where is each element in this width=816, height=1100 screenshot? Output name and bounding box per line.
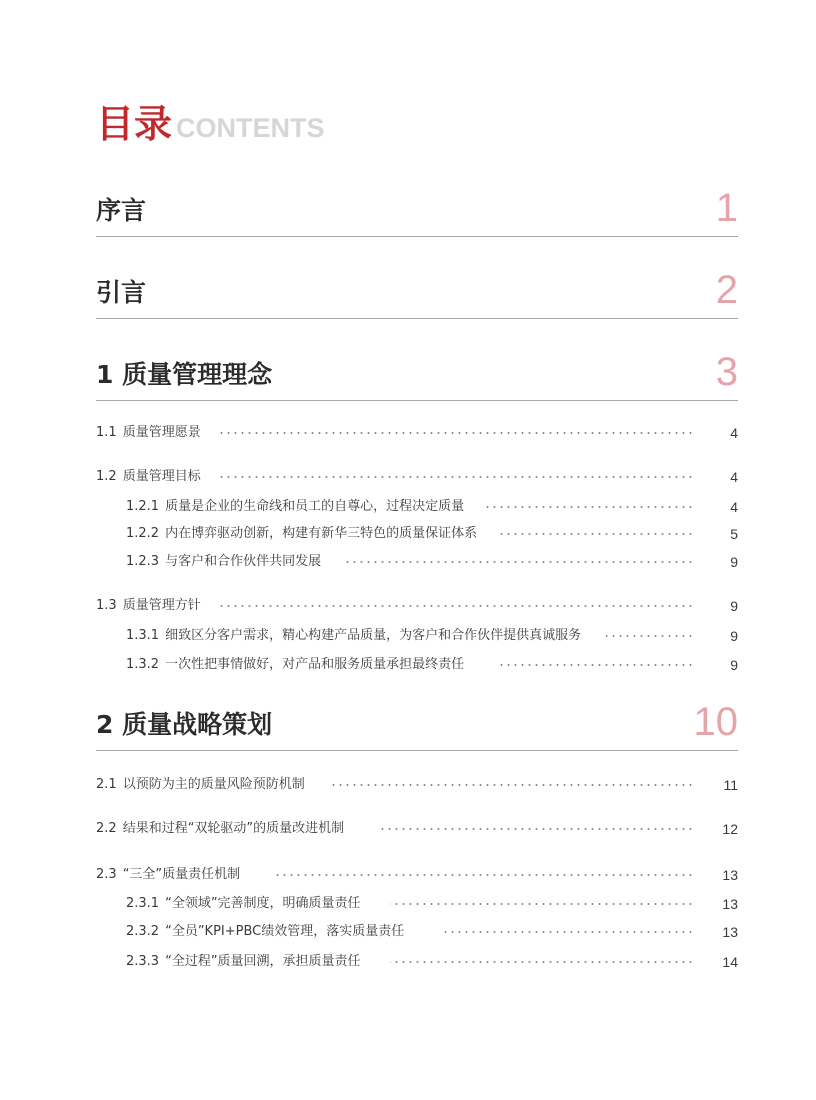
entry-label: 一次性把事情做好，对产品和服务质量承担最终责任 — [165, 657, 465, 672]
chapter-2-quality-strategy[interactable] — [96, 700, 738, 751]
dot-leader — [390, 893, 694, 915]
entry-label: “全领域”完善制度，明确质量责任 — [165, 896, 361, 911]
entry-number: 1.3 — [96, 598, 117, 613]
entry-number: 2.3 — [96, 867, 117, 882]
entry-label: 质量管理目标 — [122, 469, 201, 484]
dot-leader — [498, 523, 694, 545]
dot-leader — [498, 654, 694, 676]
entry-page-number: 9 — [730, 628, 738, 644]
entry-number: 1.2.3 — [126, 554, 160, 569]
entry-label: “三全”质量责任机制 — [122, 867, 241, 882]
entry-number: 1.2.2 — [126, 526, 160, 541]
entry-page-number: 9 — [730, 657, 738, 673]
toc-entry-1-2[interactable] — [96, 466, 738, 488]
entry-page-number: 12 — [722, 821, 738, 837]
dot-leader — [390, 951, 694, 973]
toc-entry-2-1[interactable] — [96, 774, 738, 796]
entry-number: 1.3.1 — [126, 628, 160, 643]
toc-entry-1-2-1[interactable] — [126, 496, 738, 518]
entry-label: 质量是企业的生命线和员工的自尊心，过程决定质量 — [165, 499, 465, 514]
dot-leader — [220, 422, 694, 444]
entry-label: 质量管理方针 — [122, 598, 201, 613]
chapter-title: 2 质量战略策划 — [96, 710, 273, 739]
toc-entry-2-3[interactable] — [96, 864, 738, 886]
chapter-preface[interactable] — [96, 186, 738, 237]
chapter-page-number: 1 — [715, 186, 738, 230]
entry-label: 结果和过程“双轮驱动”的质量改进机制 — [122, 821, 345, 836]
chapter-1-quality-philosophy[interactable] — [96, 350, 738, 401]
toc-title-chinese: 目录 — [96, 102, 173, 146]
entry-label: “全员”KPI+PBC绩效管理，落实质量责任 — [165, 924, 405, 939]
chapter-page-number: 10 — [693, 700, 738, 744]
toc-entry-2-3-2[interactable] — [126, 921, 738, 943]
toc-entry-2-2[interactable] — [96, 818, 738, 840]
entry-page-number: 13 — [722, 867, 738, 883]
entry-number: 1.2.1 — [126, 499, 160, 514]
dot-leader — [342, 551, 694, 573]
toc-entry-1-2-2[interactable] — [126, 523, 738, 545]
entry-label: 与客户和合作伙伴共同发展 — [165, 554, 322, 569]
entry-page-number: 11 — [723, 777, 738, 793]
entry-number: 2.3.3 — [126, 954, 160, 969]
dot-leader — [220, 595, 694, 617]
toc-entry-1-3-1[interactable] — [126, 625, 738, 647]
entry-page-number: 4 — [730, 469, 738, 485]
entry-number: 2.2 — [96, 821, 117, 836]
toc-entry-1-3[interactable] — [96, 595, 738, 617]
entry-label: 内在博弈驱动创新，构建有新华三特色的质量保证体系 — [165, 526, 478, 541]
entry-page-number: 13 — [722, 924, 738, 940]
toc-entry-1-3-2[interactable] — [126, 654, 738, 676]
entry-label: 细致区分客户需求，精心构建产品质量，为客户和合作伙伴提供真诚服务 — [165, 628, 582, 643]
toc-heading — [96, 96, 325, 152]
chapter-page-number: 2 — [715, 268, 738, 312]
entry-page-number: 14 — [722, 954, 738, 970]
entry-page-number: 9 — [730, 598, 738, 614]
entry-label: 质量管理愿景 — [122, 425, 201, 440]
chapter-page-number: 3 — [715, 350, 738, 394]
entry-page-number: 9 — [730, 554, 738, 570]
dot-leader — [606, 625, 694, 647]
entry-number: 1.2 — [96, 469, 117, 484]
dot-leader — [272, 864, 694, 886]
entry-page-number: 4 — [730, 425, 738, 441]
dot-leader — [380, 818, 694, 840]
dot-leader — [328, 774, 694, 796]
entry-label: 以预防为主的质量风险预防机制 — [122, 777, 305, 792]
entry-page-number: 4 — [730, 499, 738, 515]
toc-entry-1-2-3[interactable] — [126, 551, 738, 573]
toc-entry-2-3-1[interactable] — [126, 893, 738, 915]
toc-entry-2-3-3[interactable] — [126, 951, 738, 973]
chapter-title: 序言 — [96, 196, 147, 225]
chapter-introduction[interactable] — [96, 268, 738, 319]
toc-entry-1-1[interactable] — [96, 422, 738, 444]
entry-page-number: 5 — [730, 526, 738, 542]
entry-label: “全过程”质量回溯，承担质量责任 — [165, 954, 361, 969]
entry-number: 2.3.2 — [126, 924, 160, 939]
chapter-title: 1 质量管理理念 — [96, 360, 273, 389]
entry-number: 2.3.1 — [126, 896, 160, 911]
entry-number: 1.1 — [96, 425, 117, 440]
chapter-title: 引言 — [96, 278, 147, 307]
entry-page-number: 13 — [722, 896, 738, 912]
dot-leader — [220, 466, 694, 488]
dot-leader — [442, 921, 694, 943]
toc-title-english: CONTENTS — [176, 113, 325, 143]
entry-number: 1.3.2 — [126, 657, 160, 672]
entry-number: 2.1 — [96, 777, 117, 792]
dot-leader — [484, 496, 694, 518]
